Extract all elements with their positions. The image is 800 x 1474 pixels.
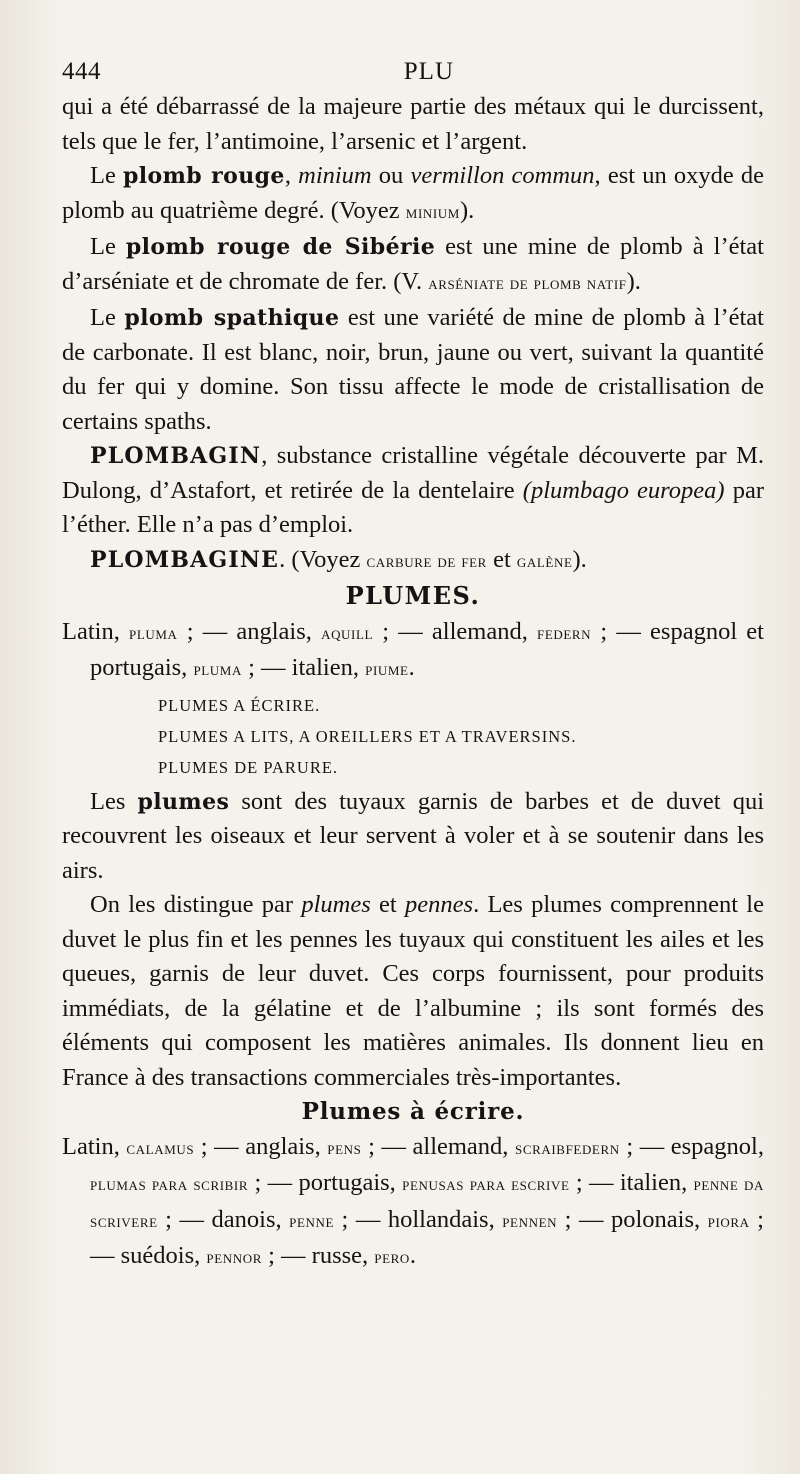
entry-plombagin: PLOMBAGIN, substance cristalline végétale découverte par M. Dulong, d’Astafort, et retirée de la dentelaire (plumbago europea) par l’éther. Elle n’a pas d’emploi. xyxy=(62,442,764,538)
section-title-plumes-a-ecrire: Plumes à écrire. xyxy=(301,1098,525,1125)
running-head: PLU xyxy=(403,58,454,85)
entry-plombagine: PLOMBAGINE. (Voyez carbure de fer et galène). xyxy=(90,545,587,573)
headword: plumes xyxy=(137,788,230,815)
headword: plomb rouge xyxy=(123,163,285,189)
translations-plumes-a-ecrire: Latin, calamus ; — anglais, pens ; — allemand, scraibfedern ; — espagnol, plumas para scribir ; — portugais, penusas para escrive ; — italien, penne da scrivere ; — danois, penne ; — hollandais, pennen ; — polonais, piora ; — suédois, pennor ; — russe, pero. xyxy=(62,1132,764,1269)
entry-plumes-description: On les distingue par plumes et pennes. Les plumes comprennent le duvet le plus fin et les pennes les tuyaux qui constituent les ailes et les queues, garnis de leur duvet. Ces corps fournissent, pour produits immédiats, de la gélatine et de l’albumine ; ils sont formés des éléments qui composent les matières animales. Ils donnent lieu en France à des transactions commerciales très-importantes. xyxy=(62,891,764,1091)
headword: plomb rouge de Sibérie xyxy=(125,234,436,260)
subentry-item: PLUMES A ÉCRIRE. xyxy=(158,695,321,715)
entry-plumes-definition: Les plumes sont des tuyaux garnis de barbes et de duvet qui recouvrent les oiseaux et leur servent à voler et à se soutenir dans les airs. xyxy=(62,787,764,884)
section-title-plumes: PLUMES. xyxy=(345,581,481,610)
headword: PLOMBAGIN xyxy=(90,443,262,469)
cross-reference: minium xyxy=(405,201,460,223)
cross-reference: arséniate de plomb natif xyxy=(428,272,627,294)
page-number: 444 xyxy=(62,58,101,85)
cross-reference: galène xyxy=(516,550,573,572)
headword: PLOMBAGINE xyxy=(90,546,280,573)
entry-plomb-rouge-siberie: Le plomb rouge de Sibérie est une mine de plomb à l’état d’arséniate et de chromate de fer. (V. arséniate de plomb natif). xyxy=(62,233,764,295)
entry-plomb-rouge: Le plomb rouge, minium ou vermillon commun, est un oxyde de plomb au quatrième degré. (Voyez minium). xyxy=(62,162,765,224)
headword: plomb spathique xyxy=(124,305,340,331)
page-header xyxy=(62,58,764,86)
translations-plumes: Latin, pluma ; — anglais, aquill ; — allemand, federn ; — espagnol et portugais, pluma ; — italien, piume. xyxy=(62,617,764,681)
subentry-item: PLUMES DE PARURE. xyxy=(158,757,339,777)
paragraph-continuation: qui a été débarrassé de la majeure partie des métaux qui le durcissent, tels que le fer, l’antimoine, l’arsenic et l’argent. xyxy=(62,93,764,155)
cross-reference: carbure de fer xyxy=(366,550,487,572)
subentry-item: PLUMES A LITS, A OREILLERS ET A TRAVERSINS. xyxy=(158,726,577,746)
entry-plomb-spathique: Le plomb spathique est une variété de mine de plomb à l’état de carbonate. Il est blanc, noir, brun, jaune ou vert, suivant la quantité du fer qui y domine. Son tissu affecte le mode de cristallisation de certains spaths. xyxy=(62,304,764,435)
subentry-list xyxy=(62,690,764,783)
